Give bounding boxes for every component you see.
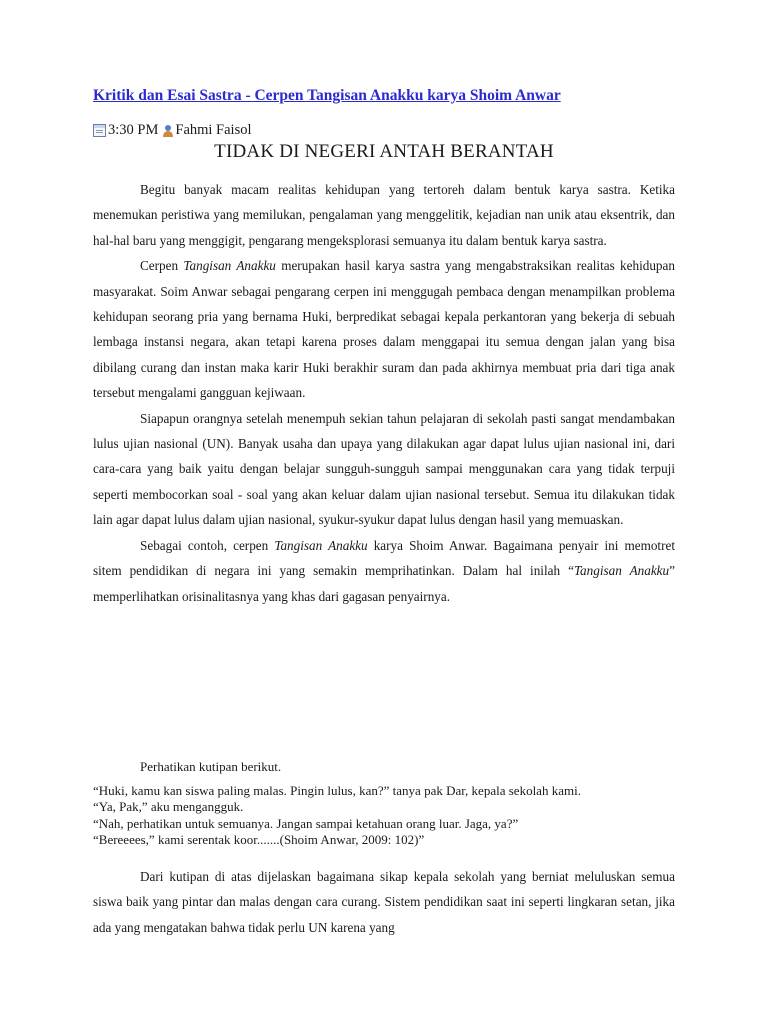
paragraph-4-post: ” memperlihatkan orisinalitasnya yang khas dari gagasan penyairnya. — [93, 563, 675, 604]
document-body-continued — [93, 864, 675, 940]
post-title-link[interactable]: Kritik dan Esai Sastra - Cerpen Tangisan Anakku karya Shoim Anwar — [93, 87, 561, 104]
quote-line: “Ya, Pak,” aku mengangguk. — [93, 799, 244, 814]
calendar-icon — [93, 124, 106, 137]
document-heading: TIDAK DI NEGERI ANTAH BERANTAH — [214, 141, 554, 162]
quote-line: “Bereeees,” kami serentak koor.......(Shoim Anwar, 2009: 102)” — [93, 832, 425, 847]
post-author[interactable]: Fahmi Faisol — [175, 122, 252, 138]
quote-line: “Huki, kamu kan siswa paling malas. Pingin lulus, kan?” tanya pak Dar, kepala sekolah kami. — [93, 782, 581, 798]
quote-line: “Nah, perhatikan untuk semuanya. Jangan sampai ketahuan orang luar. Jaga, ya?” — [93, 815, 519, 831]
quote-block — [93, 759, 683, 849]
paragraph-1: Begitu banyak macam realitas kehidupan yang tertoreh dalam bentuk karya sastra. Ketika menemukan peristiwa yang memilukan, pengalaman yang menggelitik, kejadian nan unik atau eksentrik, dan hal-hal baru yang menggigit, pengarang mengeksplorasi semuanya itu dalam bentuk karya sastra. — [93, 182, 675, 248]
paragraph-4 — [93, 533, 675, 609]
document-body — [93, 177, 675, 609]
paragraph-5: Dari kutipan di atas dijelaskan bagaimana sikap kepala sekolah yang berniat meluluskan semua siswa baik yang pintar dan malas dengan cara curang. Sistem pendidikan saat ini seperti lingkaran setan, jika ada yang mengatakan bahwa tidak perlu UN karena yang — [93, 869, 675, 935]
paragraph-2-pre: Cerpen — [140, 258, 184, 274]
paragraph-2 — [93, 253, 675, 405]
story-title-italic: Tangisan Anakku — [183, 258, 276, 274]
paragraph-2-post: merupakan hasil karya sastra yang mengabstraksikan realitas kehidupan masyarakat. Soim Anwar sebagai pengarang cerpen ini menggugah pembaca dengan menampilkan problema kehidupan seorang pria yang bernama Huki, berpredikat sebagai kepala perkantoran yang bekerja di sebuah lembaga instansi negara, akan tetapi karena proses dalam menggapai itu semua dengan jalan yang bisa dibilang curang dan instan maka karir Huki berakhir suram dan pada akhirnya membuat pria dari tiga anak tersebut mengalami gangguan kejiwaan. — [93, 258, 675, 401]
story-title-italic: Tangisan Anakku — [573, 563, 670, 579]
post-time: 3:30 PM — [108, 122, 159, 138]
paragraph-4-pre: Sebagai contoh, cerpen — [140, 537, 275, 553]
post-meta — [93, 122, 252, 139]
quote-lead: Perhatikan kutipan berikut. — [140, 759, 282, 774]
story-title-italic: Tangisan Anakku — [274, 537, 368, 553]
paragraph-3: Siapapun orangnya setelah menempuh sekian tahun pelajaran di sekolah pasti sangat mendambakan lulus ujian nasional (UN). Banyak usaha dan upaya yang dilakukan agar dapat lulus ujian nasional ini, dari cara-cara yang baik yaitu dengan belajar sungguh-sungguh sampai menggunakan cara yang tidak terpuji seperti membocorkan soal - soal yang akan keluar dalam ujian nasional tersebut. Semua itu dilakukan tidak lain agar dapat lulus dalam ujian nasional, syukur-syukur dapat lulus dengan hasil yang memuaskan. — [93, 410, 675, 528]
paragraph-4-mid: karya Shoim Anwar. Bagaimana penyair ini memotret sitem pendidikan di negara ini yang semakin memprihatinkan. Dalam hal inilah “ — [93, 537, 675, 579]
user-icon — [162, 125, 174, 137]
